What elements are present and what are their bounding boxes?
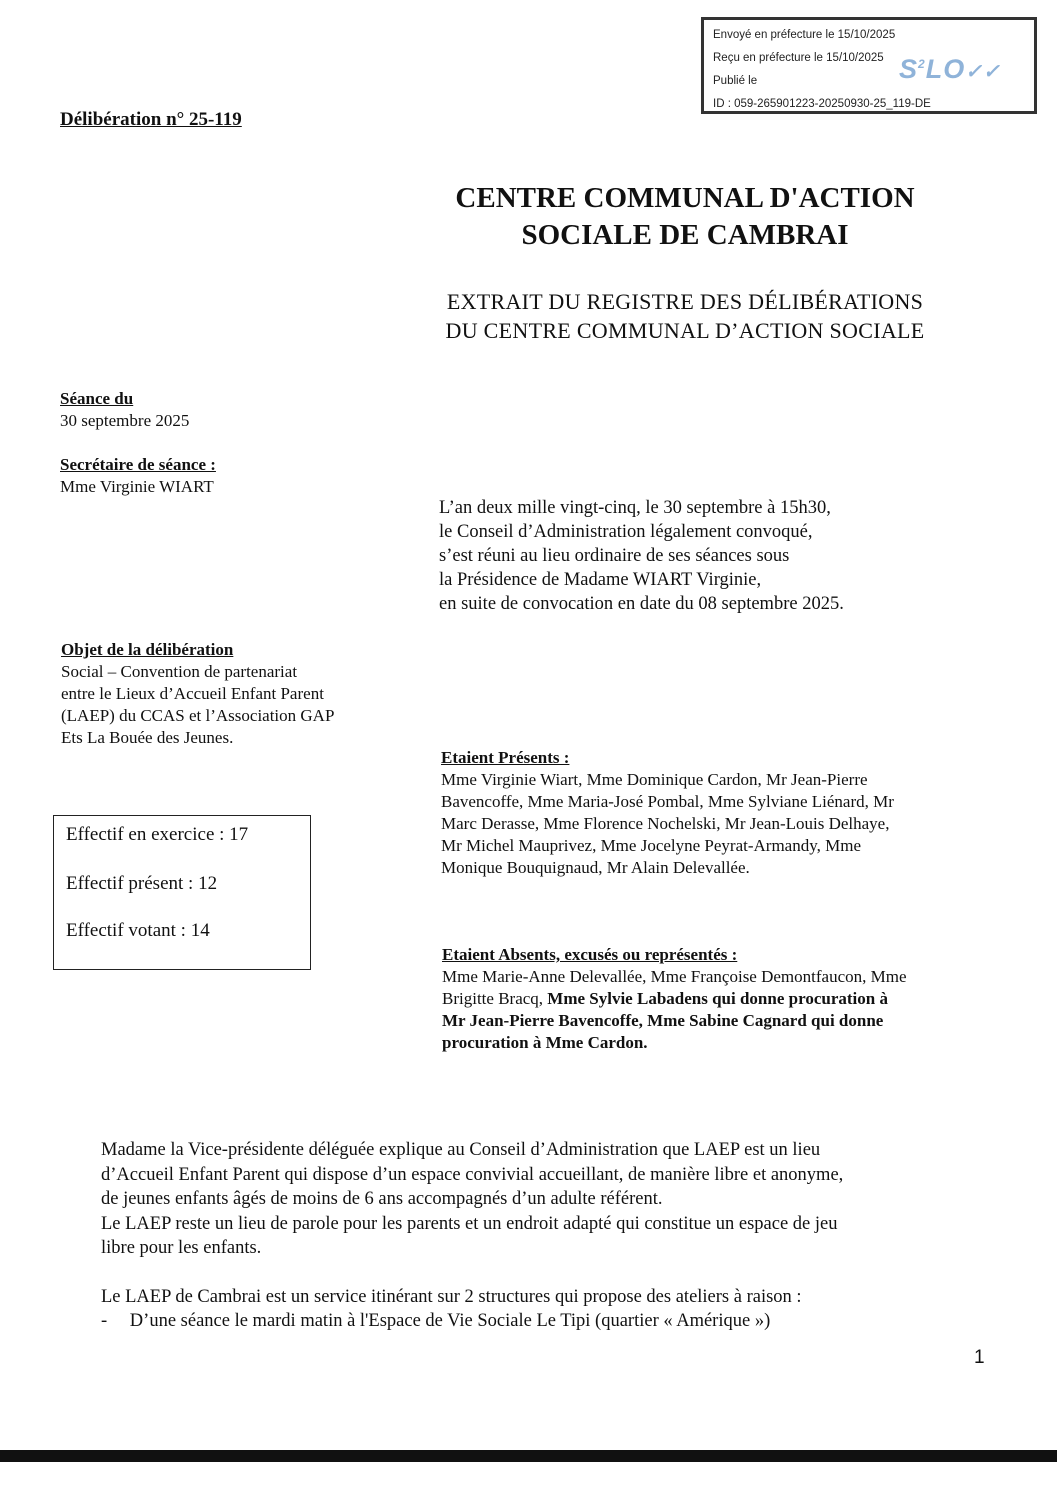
seance-block [60, 388, 189, 432]
received-date: Reçu en préfecture le 15/10/2025 [713, 52, 884, 64]
deliberation-number: Délibération n° 25-119 [60, 109, 242, 130]
intro-line: le Conseil d’Administration légalement convoqué, [439, 522, 813, 542]
act-id: ID : 059-265901223-20250930-25_119-DE [713, 98, 931, 110]
effectifs-box [53, 815, 311, 970]
proxy-text: Mme Sylvie Labadens qui donne procuration à [547, 989, 888, 1008]
title-line: CENTRE COMMUNAL D'ACTION [455, 182, 915, 214]
absents-line: Brigitte Bracq, [442, 989, 548, 1008]
presents-line: Monique Bouquignaud, Mr Alain Delevallée. [441, 858, 750, 877]
intro-line: s’est réuni au lieu ordinaire de ses séances sous [439, 546, 790, 566]
body-paragraph [101, 1138, 981, 1334]
page-title [300, 180, 1057, 254]
body-line: libre pour les enfants. [101, 1238, 262, 1258]
subtitle-line: EXTRAIT DU REGISTRE DES DÉLIBÉRATIONS [446, 289, 924, 314]
intro-line: la Présidence de Madame WIART Virginie, [439, 570, 762, 590]
effectif-present: Effectif présent : 12 [66, 873, 218, 894]
presents-block [441, 747, 894, 879]
bullet-text: D’une séance le mardi matin à l'Espace de Vie Sociale Le Tipi (quartier « Amérique ») [129, 1311, 771, 1331]
object-line: Social – Convention de partenariat [61, 662, 298, 681]
bullet-marker: - [101, 1311, 108, 1331]
page-number: 1 [974, 1347, 985, 1368]
secretary-name: Mme Virginie WIART [60, 477, 214, 496]
bullet-item [101, 1309, 981, 1334]
presents-line: Marc Derasse, Mme Florence Nochelski, Mr Jean-Louis Delhaye, [441, 814, 890, 833]
intro-line: en suite de convocation en date du 08 septembre 2025. [439, 594, 844, 614]
body-line: Le LAEP de Cambrai est un service itinérant sur 2 structures qui propose des ateliers à raison : [101, 1286, 802, 1307]
object-line: Ets La Bouée des Jeunes. [61, 728, 234, 747]
proxy-text: procuration à Mme Cardon. [442, 1033, 648, 1052]
s2lo-logo: $S^2LO✓✓$ [899, 54, 1001, 84]
body-line: de jeunes enfants âgés de moins de 6 ans accompagnés d’un adulte référent. [101, 1189, 663, 1209]
presents-line: Mme Virginie Wiart, Mme Dominique Cardon, Mr Jean-Pierre [441, 770, 868, 789]
body-line: d’Accueil Enfant Parent qui dispose d’un espace convivial accueillant, de manière libre et anonyme, [101, 1164, 844, 1185]
absents-line: Mme Marie-Anne Delevallée, Mme Françoise Demontfaucon, Mme [442, 967, 907, 986]
presents-label: Etaient Présents : [441, 748, 570, 767]
proxy-text: Mr Jean-Pierre Bavencoffe, Mme Sabine Cagnard qui donne [442, 1011, 884, 1030]
effectif-votant: Effectif votant : 14 [66, 920, 210, 941]
body-line: Le LAEP reste un lieu de parole pour les parents et un endroit adapté qui constitue un espace de jeu [101, 1213, 838, 1234]
title-line: SOCIALE DE CAMBRAI [521, 219, 849, 251]
sent-date: Envoyé en préfecture le 15/10/2025 [713, 29, 896, 41]
effectif-exercice: Effectif en exercice : 17 [66, 824, 249, 845]
presents-line: Mr Michel Mauprivez, Mme Jocelyne Peyrat-Armandy, Mme [441, 836, 862, 855]
absents-block [442, 944, 907, 1054]
object-line: (LAEP) du CCAS et l’Association GAP [61, 706, 335, 725]
secretary-block [60, 454, 216, 498]
object-label: Objet de la délibération [61, 640, 234, 659]
body-line: Madame la Vice-présidente déléguée explique au Conseil d’Administration que LAEP est un lieu [101, 1140, 821, 1160]
page-subtitle [300, 287, 1057, 345]
intro-paragraph [439, 496, 844, 616]
secretary-label: Secrétaire de séance : [60, 455, 216, 474]
object-line: entre le Lieux d’Accueil Enfant Parent [61, 684, 324, 703]
scan-border [0, 1450, 1057, 1462]
object-block [61, 639, 334, 749]
published-label: Publié le [713, 75, 758, 87]
intro-line: L’an deux mille vingt-cinq, le 30 septembre à 15h30, [439, 498, 831, 518]
prefecture-stamp [701, 17, 1037, 114]
presents-line: Bavencoffe, Mme Maria-José Pombal, Mme Sylviane Liénard, Mr [441, 792, 894, 811]
absents-label: Etaient Absents, excusés ou représentés : [442, 945, 738, 964]
subtitle-line: DU CENTRE COMMUNAL D’ACTION SOCIALE [445, 318, 925, 343]
seance-date: 30 septembre 2025 [60, 411, 190, 430]
seance-label: Séance du [60, 389, 134, 408]
